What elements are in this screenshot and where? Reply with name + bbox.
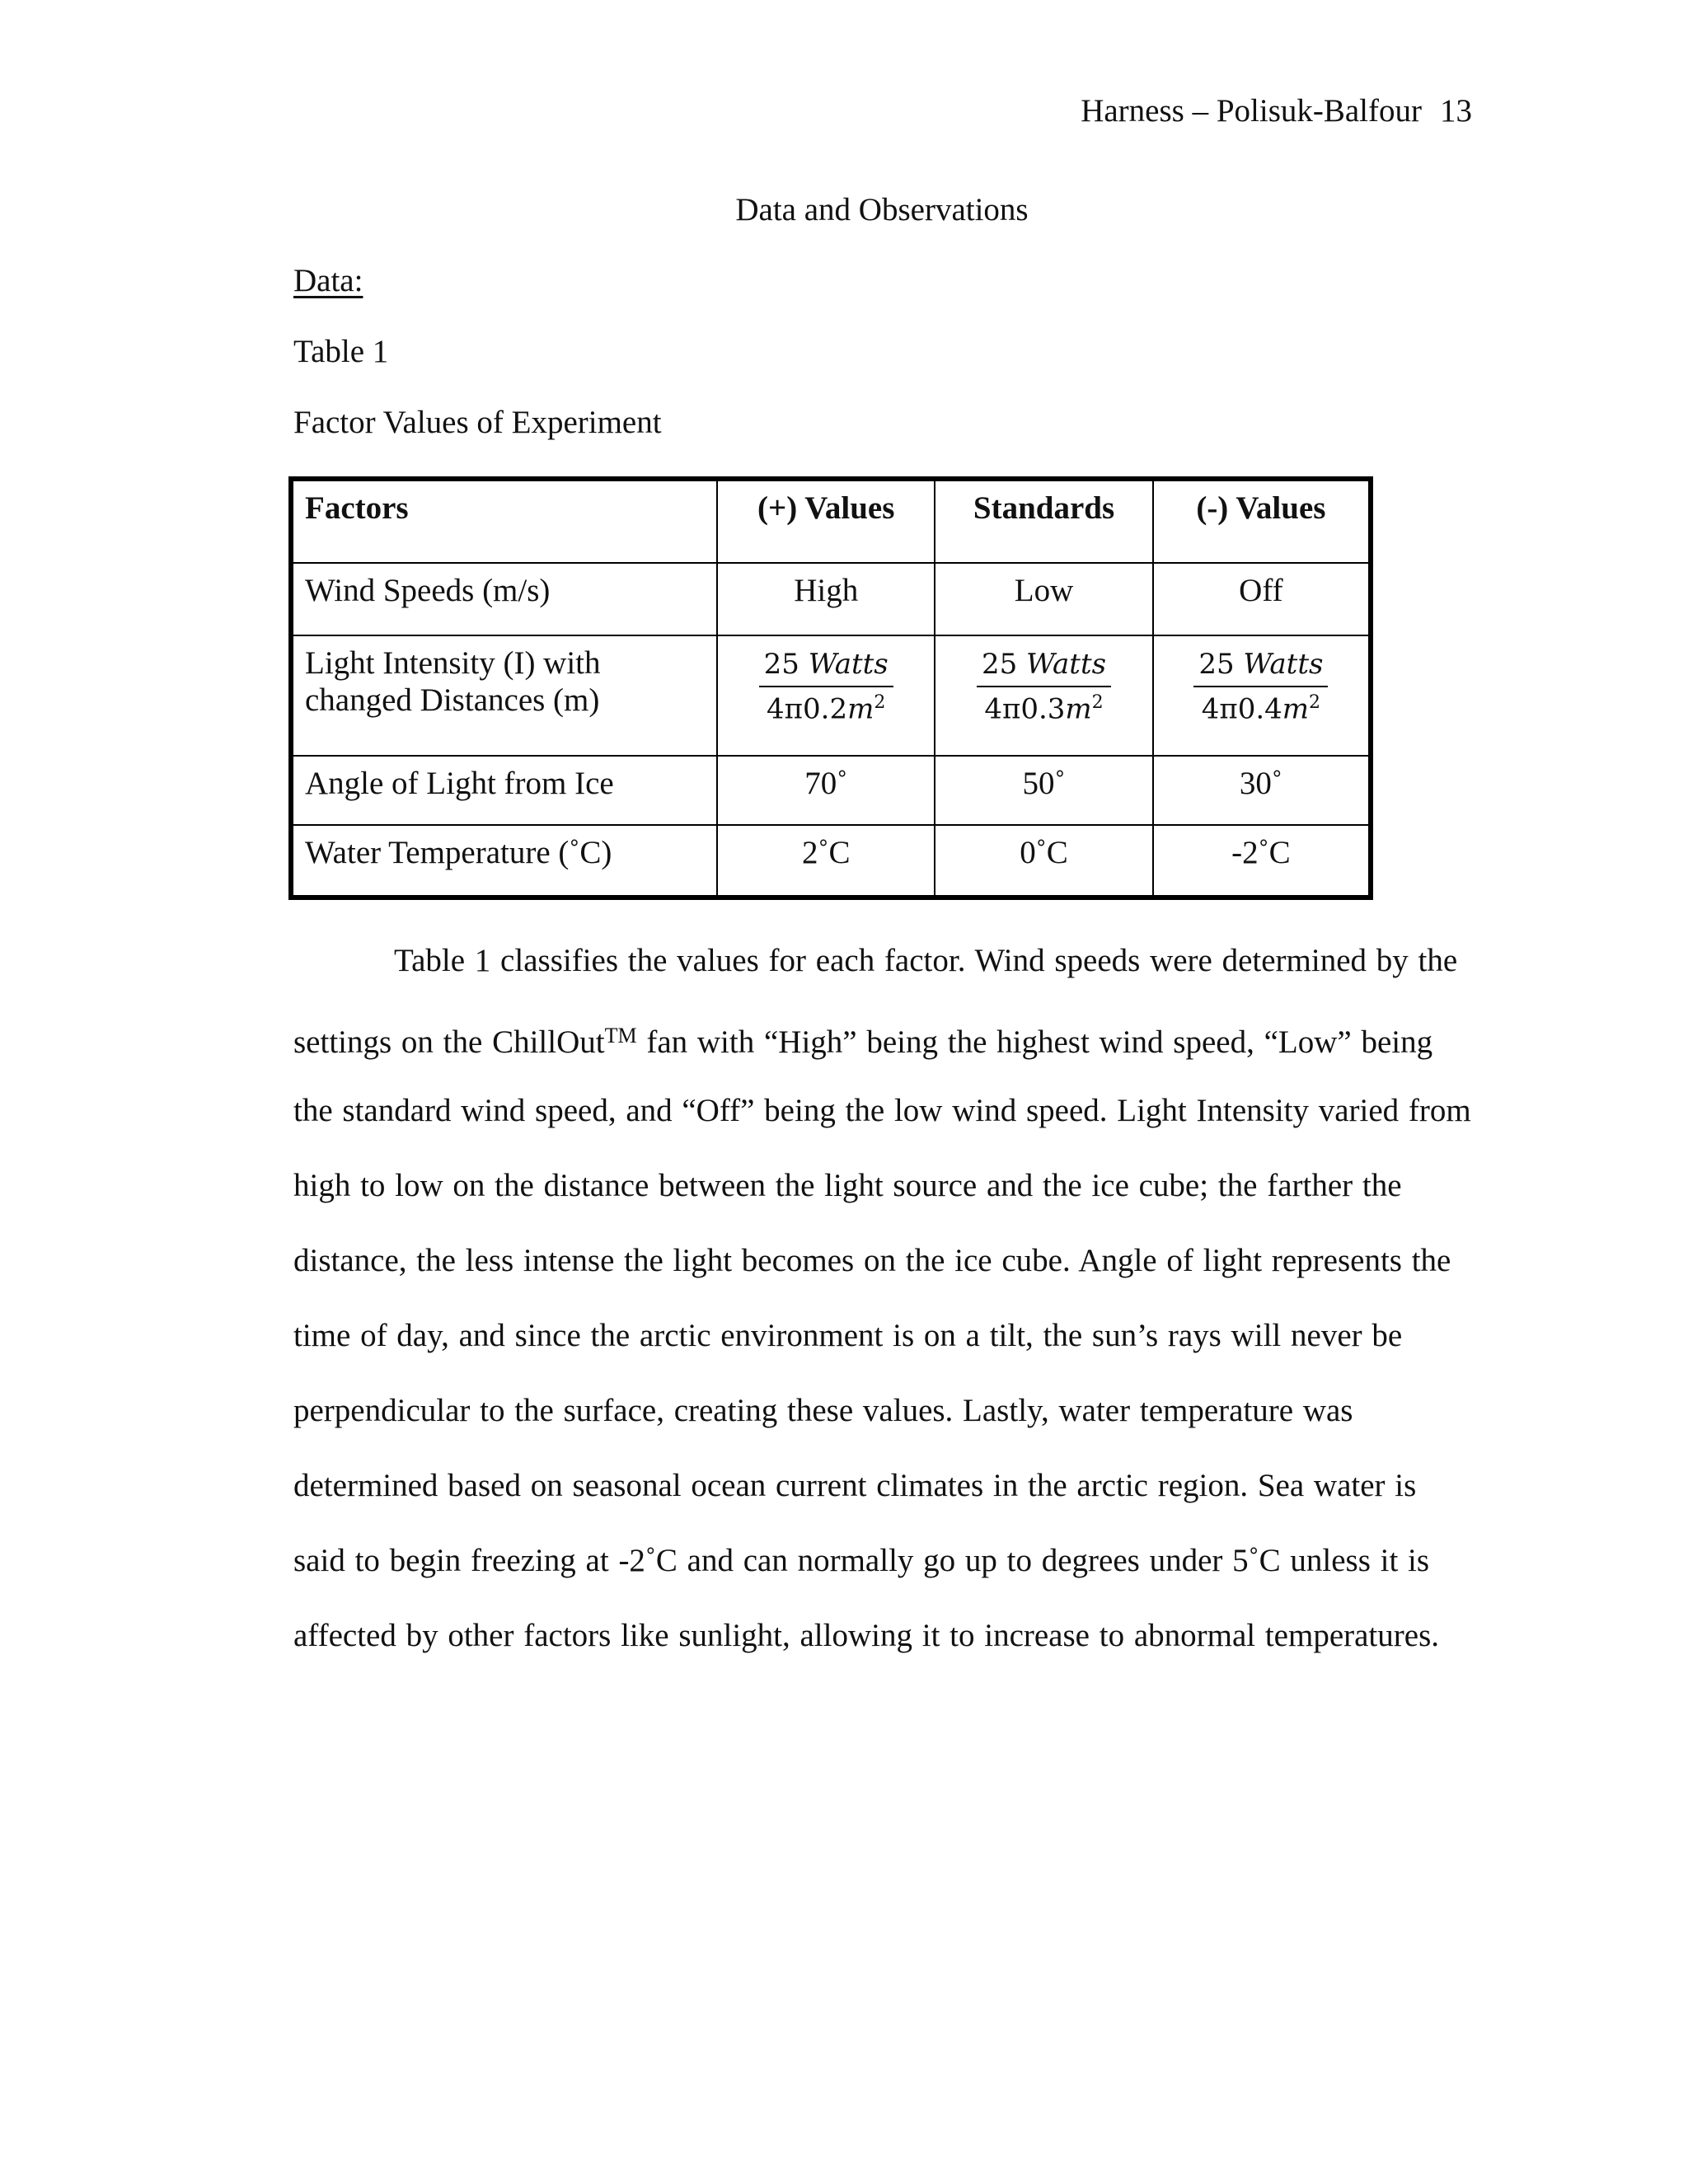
paragraph-line: time of day, and since the arctic environment is on a tilt, the sun’s rays will never be (293, 1318, 1403, 1353)
data-label: Data: (293, 263, 363, 298)
factor-light-line2: changed Distances (m) (305, 682, 600, 718)
temp-minus-value: -2˚C (1153, 825, 1371, 898)
body-paragraph (293, 936, 1471, 1686)
fraction-denominator: $4\pi 0.4m^2$ (1201, 692, 1321, 726)
table-row (291, 756, 1371, 825)
header-author: Harness – Polisuk-Balfour (1081, 93, 1422, 129)
angle-minus-value: 30˚ (1153, 756, 1371, 825)
wind-plus-value: High (717, 563, 935, 635)
table-row (291, 563, 1371, 635)
intensity-fraction (977, 648, 1111, 725)
temp-plus-value: 2˚C (717, 825, 935, 898)
table-title: Factor Values of Experiment (293, 405, 662, 440)
factor-light-line1: Light Intensity (I) with (305, 645, 601, 681)
light-plus-value (717, 635, 935, 756)
paragraph-line: settings on the ChillOut™ fan with “High” being the highest wind speed, “Low” being (293, 1024, 1433, 1060)
angle-standard-value: 50˚ (935, 756, 1152, 825)
wind-standard-value: Low (935, 563, 1152, 635)
paragraph-line: determined based on seasonal ocean current climates in the arctic region. Sea water is (293, 1468, 1417, 1503)
fraction-denominator: $4\pi 0.3m^2$ (984, 692, 1104, 726)
paragraph-line: said to begin freezing at -2˚C and can normally go up to degrees under 5˚C unless it is (293, 1543, 1430, 1578)
factor-angle-of-light: Angle of Light from Ice (291, 756, 717, 825)
light-standard-value (935, 635, 1152, 756)
factor-water-temperature: Water Temperature (˚C) (291, 825, 717, 898)
paragraph-line: Table 1 classifies the values for each factor. Wind speeds were determined by the (394, 943, 1458, 978)
section-title: Data and Observations (735, 192, 1029, 227)
factor-values-table (288, 476, 1373, 900)
table-row (291, 635, 1371, 756)
table-header-row (291, 479, 1371, 563)
running-header (1081, 92, 1472, 129)
fraction-denominator: $4\pi 0.2m^2$ (767, 692, 886, 726)
table-row (291, 825, 1371, 898)
temp-standard-value: 0˚C (935, 825, 1152, 898)
light-minus-value (1153, 635, 1371, 756)
fraction-numerator: 25 Watts (977, 648, 1111, 687)
header-minus-values: (-) Values (1153, 479, 1371, 563)
wind-minus-value: Off (1153, 563, 1371, 635)
paragraph-line: high to low on the distance between the light source and the ice cube; the farther the (293, 1168, 1402, 1203)
paragraph-line: the standard wind speed, and “Off” being the low wind speed. Light Intensity varied from (293, 1093, 1471, 1128)
fraction-numerator: 25 Watts (1193, 648, 1328, 687)
page-number: 13 (1440, 93, 1472, 129)
fraction-numerator: 25 Watts (759, 648, 893, 687)
header-standards: Standards (935, 479, 1152, 563)
table-number: Table 1 (293, 334, 389, 369)
intensity-fraction (1193, 648, 1328, 725)
paragraph-line: distance, the less intense the light becomes on the ice cube. Angle of light represents the (293, 1243, 1451, 1278)
paragraph-line: affected by other factors like sunlight, allowing it to increase to abnormal temperatures. (293, 1618, 1439, 1653)
trademark-mark: TM (604, 1024, 637, 1047)
factor-wind-speeds: Wind Speeds (m/s) (291, 563, 717, 635)
header-plus-values: (+) Values (717, 479, 935, 563)
intensity-fraction (759, 648, 893, 725)
factor-light-intensity (291, 635, 717, 756)
header-factors: Factors (291, 479, 717, 563)
angle-plus-value: 70˚ (717, 756, 935, 825)
paragraph-line: perpendicular to the surface, creating these values. Lastly, water temperature was (293, 1393, 1353, 1428)
